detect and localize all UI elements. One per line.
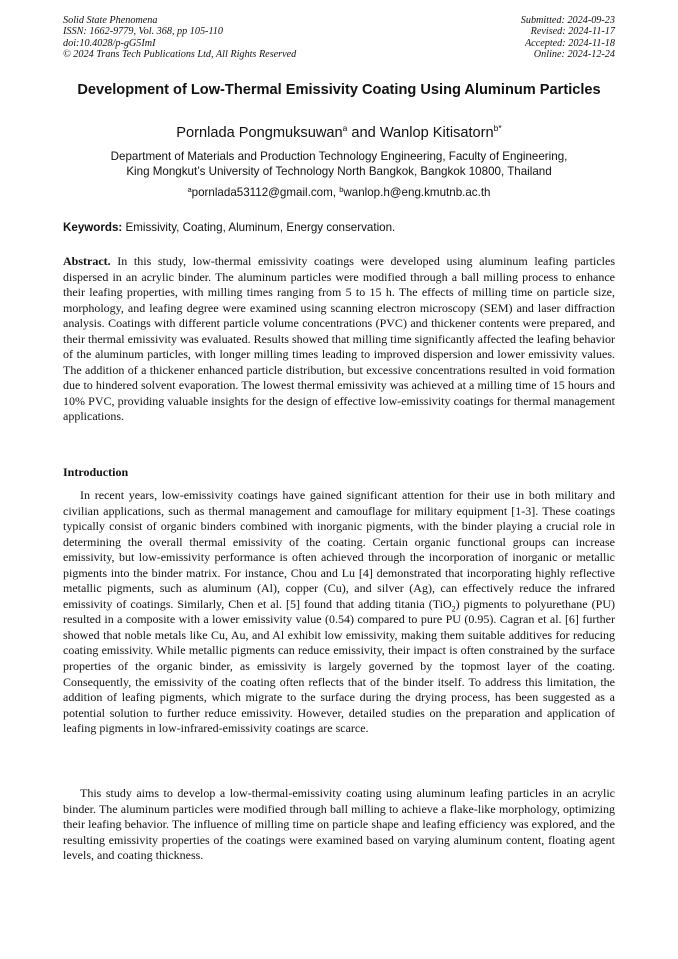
affiliation-line-1: Department of Materials and Production Technology Engineering, Faculty of Engineering, [110,150,568,163]
intro-p1-part-b: ) pigments to polyurethane (PU) resulted in a composite with a lower emissivity value (0.54) compared to pure PU (0.95). Cagran et al. [6] further showed that noble metals like Cu, Au, and Al exhibit low emissivity, making them suitable additives for reducing coating emissivity. While metallic pigments can reduce emissivity, their impact is often constrained by the surface properties of the organic binder, as emissivity is largely governed by the topmost layer of the coating. Consequently, the emissivity of the coating often reflects that of the binder itself. To address this limitation, the addition of leafing pigments, which migrate to the surface during the drying process, has been suggested as a potential solution to further reduce emissivity. However, detailed studies on the preparation and application of leafing pigments in low-infrared-emissivity coatings are scarce. [63,596,615,736]
journal-header-left [63,15,296,60]
abstract-label: Abstract. [63,254,111,268]
intro-p1-subscript: 2 [451,604,456,614]
doi-line: doi:10.4028/p-gG5ImI [63,37,156,49]
introduction-paragraph-2: This study aims to develop a low-thermal-emissivity coating using aluminum leafing particles in an acrylic binder. The aluminum particles were modified through ball milling to achieve a flake-like morphology, optimizing their leafing behavior. The influence of milling time on particle shape and leafing efficiency was explored, and the resulting emissivity properties of the coatings were examined based on varying aluminum content, floating agent levels, and coating thickness. [63,786,615,863]
author-1: Pornlada Pongmuksuwan [176,125,343,141]
submitted-date: Submitted: 2024-09-23 [520,15,615,26]
affiliation-line-2: King Mongkut’s University of Technology North Bangkok, Bangkok 10800, Thailand [126,165,552,178]
email-1-sup: a [187,185,192,194]
author-1-sup: a [342,123,348,133]
author-line [63,124,615,142]
keywords-text: Emissivity, Coating, Aluminum, Energy conservation. [122,221,396,234]
abstract [63,254,615,425]
email-line [63,185,615,200]
author-conjunction: and [347,125,380,141]
keywords-label: Keywords: [63,221,123,234]
introduction-heading: Introduction [63,465,129,479]
intro-p1-part-a: In recent years, low-emissivity coatings have gained significant attention for their use in both military and civilian applications, such as thermal management and camouflage for military equipment [1-3]. These coatings typically consist of organic binders combined with inorganic pigments, with the binder playing a crucial role in determining the overall thermal emissivity of the coating. Certain organic functional groups can increase emissivity, but low-emissivity performance is often achieved through the incorporation of inorganic or metallic pigments into the binder matrix. For instance, Chou and Lu [4] demonstrated that incorporating highly reflective metallic pigments, such as aluminum (Al), copper (Cu), and silver (Ag), can effectively reduce the infrared emissivity of coatings. Similarly, Chen et al. [5] found that adding titania (TiO [63,488,615,611]
revised-date: Revised: 2024-11-17 [530,26,615,38]
keywords [63,220,615,235]
journal-name: Solid State Phenomena [63,15,158,26]
author-2: Wanlop Kitisatorn [379,125,494,141]
author-2-sup: b* [493,123,502,133]
paper-title: Development of Low-Thermal Emissivity Coating Using Aluminum Particles [77,82,601,98]
abstract-text: In this study, low-thermal emissivity coatings were developed using aluminum leafing particles dispersed in an acrylic binder. The aluminum particles were modified through a ball milling process to enhance their leafing properties, with milling times ranging from 5 to 15 h. The effects of milling time on particle size, morphology, and leafing degree were examined using scanning electron microscopy (SEM) and laser diffraction analysis. Coatings with different particle volume concentrations (PVC) and thickener contents were prepared, and their thermal emissivity was evaluated. Results showed that milling time significantly affected the leafing behavior of the aluminum particles, with longer milling times leading to improved dispersion and lower emissivity values. The addition of a thickener enhanced particle distribution, but excessive concentrations resulted in void formation due to hindered solvent evaporation. The lowest thermal emissivity was achieved at a milling time of 15 hours and 10% PVC, providing valuable insights for the design of effective low-emissivity coatings for thermal management applications. [63,254,615,424]
copyright-line: © 2024 Trans Tech Publications Ltd, All Rights Reserved [63,48,297,60]
email-1[interactable]: pornlada53112@gmail.com, [191,186,340,199]
journal-header-right [521,15,615,60]
online-date: Online: 2024-12-24 [533,48,615,60]
email-2[interactable]: wanlop.h@eng.kmutnb.ac.th [343,186,491,199]
email-2-sup: b [339,185,344,194]
affiliation [63,149,615,179]
issn-line: ISSN: 1662-9779, Vol. 368, pp 105-110 [63,26,223,38]
introduction-paragraph-1 [63,488,615,737]
accepted-date: Accepted: 2024-11-18 [524,37,615,49]
